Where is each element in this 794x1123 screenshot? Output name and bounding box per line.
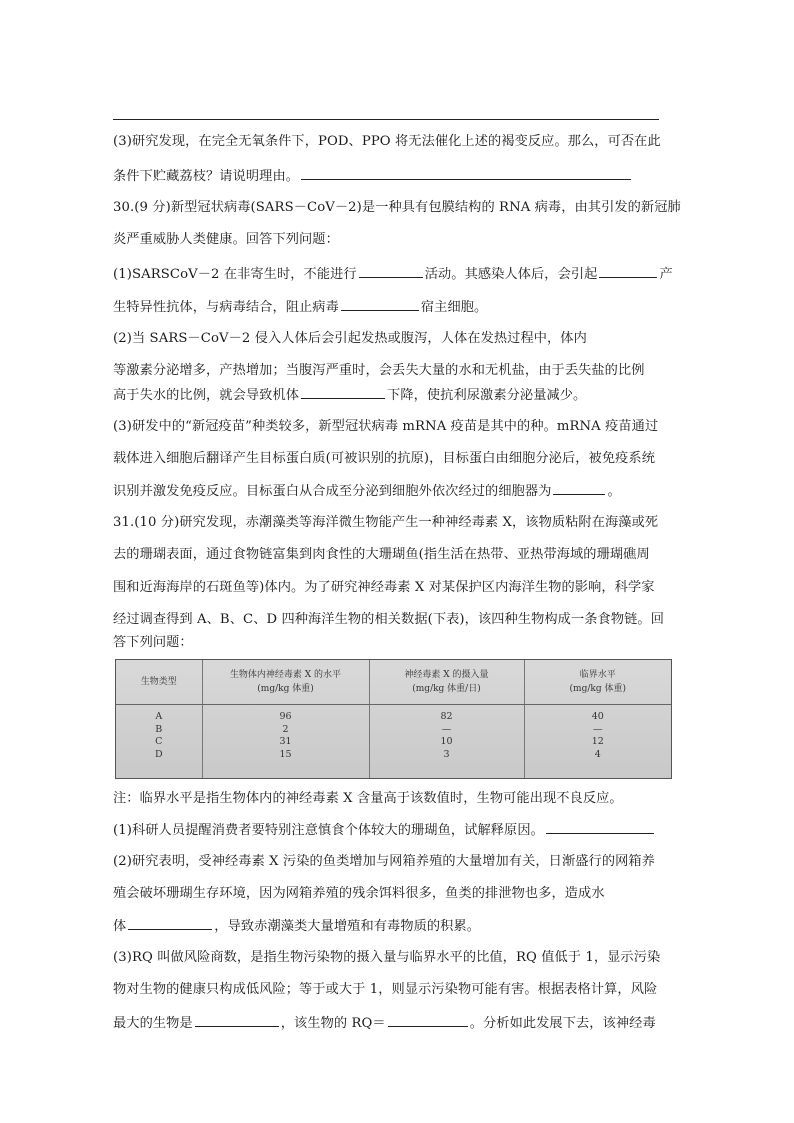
q30-item3-line2: 载体进入细胞后翻译产生目标蛋白质(可被识别的抗原)，目标蛋白由细胞分泌后，被免疫系统 — [113, 451, 655, 466]
q31-item2-line2: 殖会破坏珊瑚生存环境，因为网箱养殖的残余饵料很多，鱼类的排泄物也多，造成水 — [113, 886, 605, 901]
q30-item1-line2: 生特异性抗体，与病毒结合，阻止病毒 宿主细胞。 — [113, 296, 487, 318]
q31-item1: (1)科研人员提醒消费者要特别注意慎食个体较大的珊瑚鱼，试解释原因。 — [113, 819, 656, 841]
q30-item1-line1: (1)SARSCoV－2 在非寄生时，不能进行 活动。其感染人体后，会引起 产 — [113, 263, 673, 285]
header-critical-level: 临界水平 (mg/kg 体重) — [524, 660, 671, 705]
q30-item3-line3: 识别并激发免疫反应。目标蛋白从合成至分泌到细胞外依次经过的细胞器为 。 — [113, 480, 621, 502]
table-row — [116, 705, 671, 779]
q31-item3-line3: 最大的生物是 ，该生物的 RQ＝ 。分析如此发展下去，该神经毒 — [113, 1012, 656, 1034]
col-intakes: 82 — 10 3 — [369, 705, 524, 779]
toxin-data-table — [115, 659, 672, 779]
answer-blank[interactable] — [128, 915, 212, 930]
answer-blank[interactable] — [388, 1012, 468, 1027]
col-types: A B C D — [154, 711, 163, 760]
answer-line-top — [113, 119, 659, 120]
header-organism-type: 生物类型 — [116, 660, 202, 705]
answer-blank[interactable] — [599, 263, 657, 278]
toxin-table — [116, 660, 671, 778]
answer-blank[interactable] — [546, 819, 654, 834]
answer-blank[interactable] — [301, 165, 631, 180]
q30-item2-line1: (2)当 SARS－CoV－2 侵入人体后会引起发热或腹泻，人体在发热过程中，体内 — [113, 331, 587, 346]
q30-line1: 30.(9 分)新型冠状病毒(SARS－CoV－2)是一种具有包膜结构的 RNA 病毒，由其引发的新冠肺 — [113, 200, 681, 215]
col-critical: 40 — 12 4 — [524, 705, 671, 779]
answer-blank[interactable] — [301, 384, 385, 399]
header-toxin-level: 生物体内神经毒素 X 的水平 (mg/kg 体重) — [202, 660, 369, 705]
answer-blank[interactable] — [341, 296, 419, 311]
q30-line2: 炎严重威胁人类健康。回答下列问题： — [113, 232, 339, 247]
q30-item2-line2: 等激素分泌增多，产热增加；当腹泻严重时，会丢失大量的水和无机盐，由于丢失盐的比例 — [113, 363, 645, 378]
q31-item3-line1: (3)RQ 叫做风险商数，是指生物污染物的摄入量与临界水平的比值，RQ 值低于 1，显示污染 — [113, 950, 661, 965]
q31-line4: 经过调查得到 A、B、C、D 四种海洋生物的相关数据(下表)，该四种生物构成一条食物链。回 — [113, 612, 664, 627]
q29-item3-line2: 条件下贮藏荔枝？请说明理由。 — [113, 165, 633, 187]
q31-line2: 去的珊瑚表面，通过食物链富集到肉食性的大珊瑚鱼(指生活在热带、亚热带海域的珊瑚礁周 — [113, 547, 650, 562]
q31-item2-line1: (2)研究表明，受神经毒素 X 污染的鱼类增加与网箱养殖的大量增加有关，日渐盛行的网箱养 — [113, 854, 655, 869]
table-header-row — [116, 660, 671, 705]
q31-line5: 答下列问题： — [113, 635, 193, 650]
q31-item3-line2: 物对生物的健康只构成低风险；等于或大于 1，则显示污染物可能有害。根据表格计算，风险 — [113, 982, 658, 997]
answer-blank[interactable] — [553, 480, 605, 495]
q29-item3-line1: (3)研究发现，在完全无氧条件下，POD、PPO 将无法催化上述的褐变反应。那么，可否在此 — [113, 134, 661, 149]
answer-blank[interactable] — [195, 1012, 279, 1027]
q31-item2-line3: 体 ，导致赤潮藻类大量增殖和有毒物质的积累。 — [113, 915, 480, 937]
q31-note: 注：临界水平是指生物体内的神经毒素 X 含量高于该数值时，生物可能出现不良反应。 — [113, 791, 623, 806]
col-levels: 96 2 31 15 — [202, 705, 369, 779]
answer-blank[interactable] — [359, 263, 423, 278]
q31-line3: 围和近海海岸的石斑鱼等)体内。为了研究神经毒素 X 对某保护区内海洋生物的影响，科学家 — [113, 580, 655, 595]
q30-item3-line1: (3)研发中的“新冠疫苗”种类较多，新型冠状病毒 mRNA 疫苗是其中的种。mRNA 疫苗通过 — [113, 419, 659, 434]
header-toxin-intake: 神经毒素 X 的摄入量 (mg/kg 体重/日) — [369, 660, 524, 705]
q31-line1: 31.(10 分)研究发现，赤潮藻类等海洋微生物能产生一种神经毒素 X，该物质粘附在海藻或死 — [113, 515, 659, 530]
q30-item2-line3: 高于失水的比例，就会导致机体 下降，使抗利尿激素分泌量减少。 — [113, 384, 586, 406]
